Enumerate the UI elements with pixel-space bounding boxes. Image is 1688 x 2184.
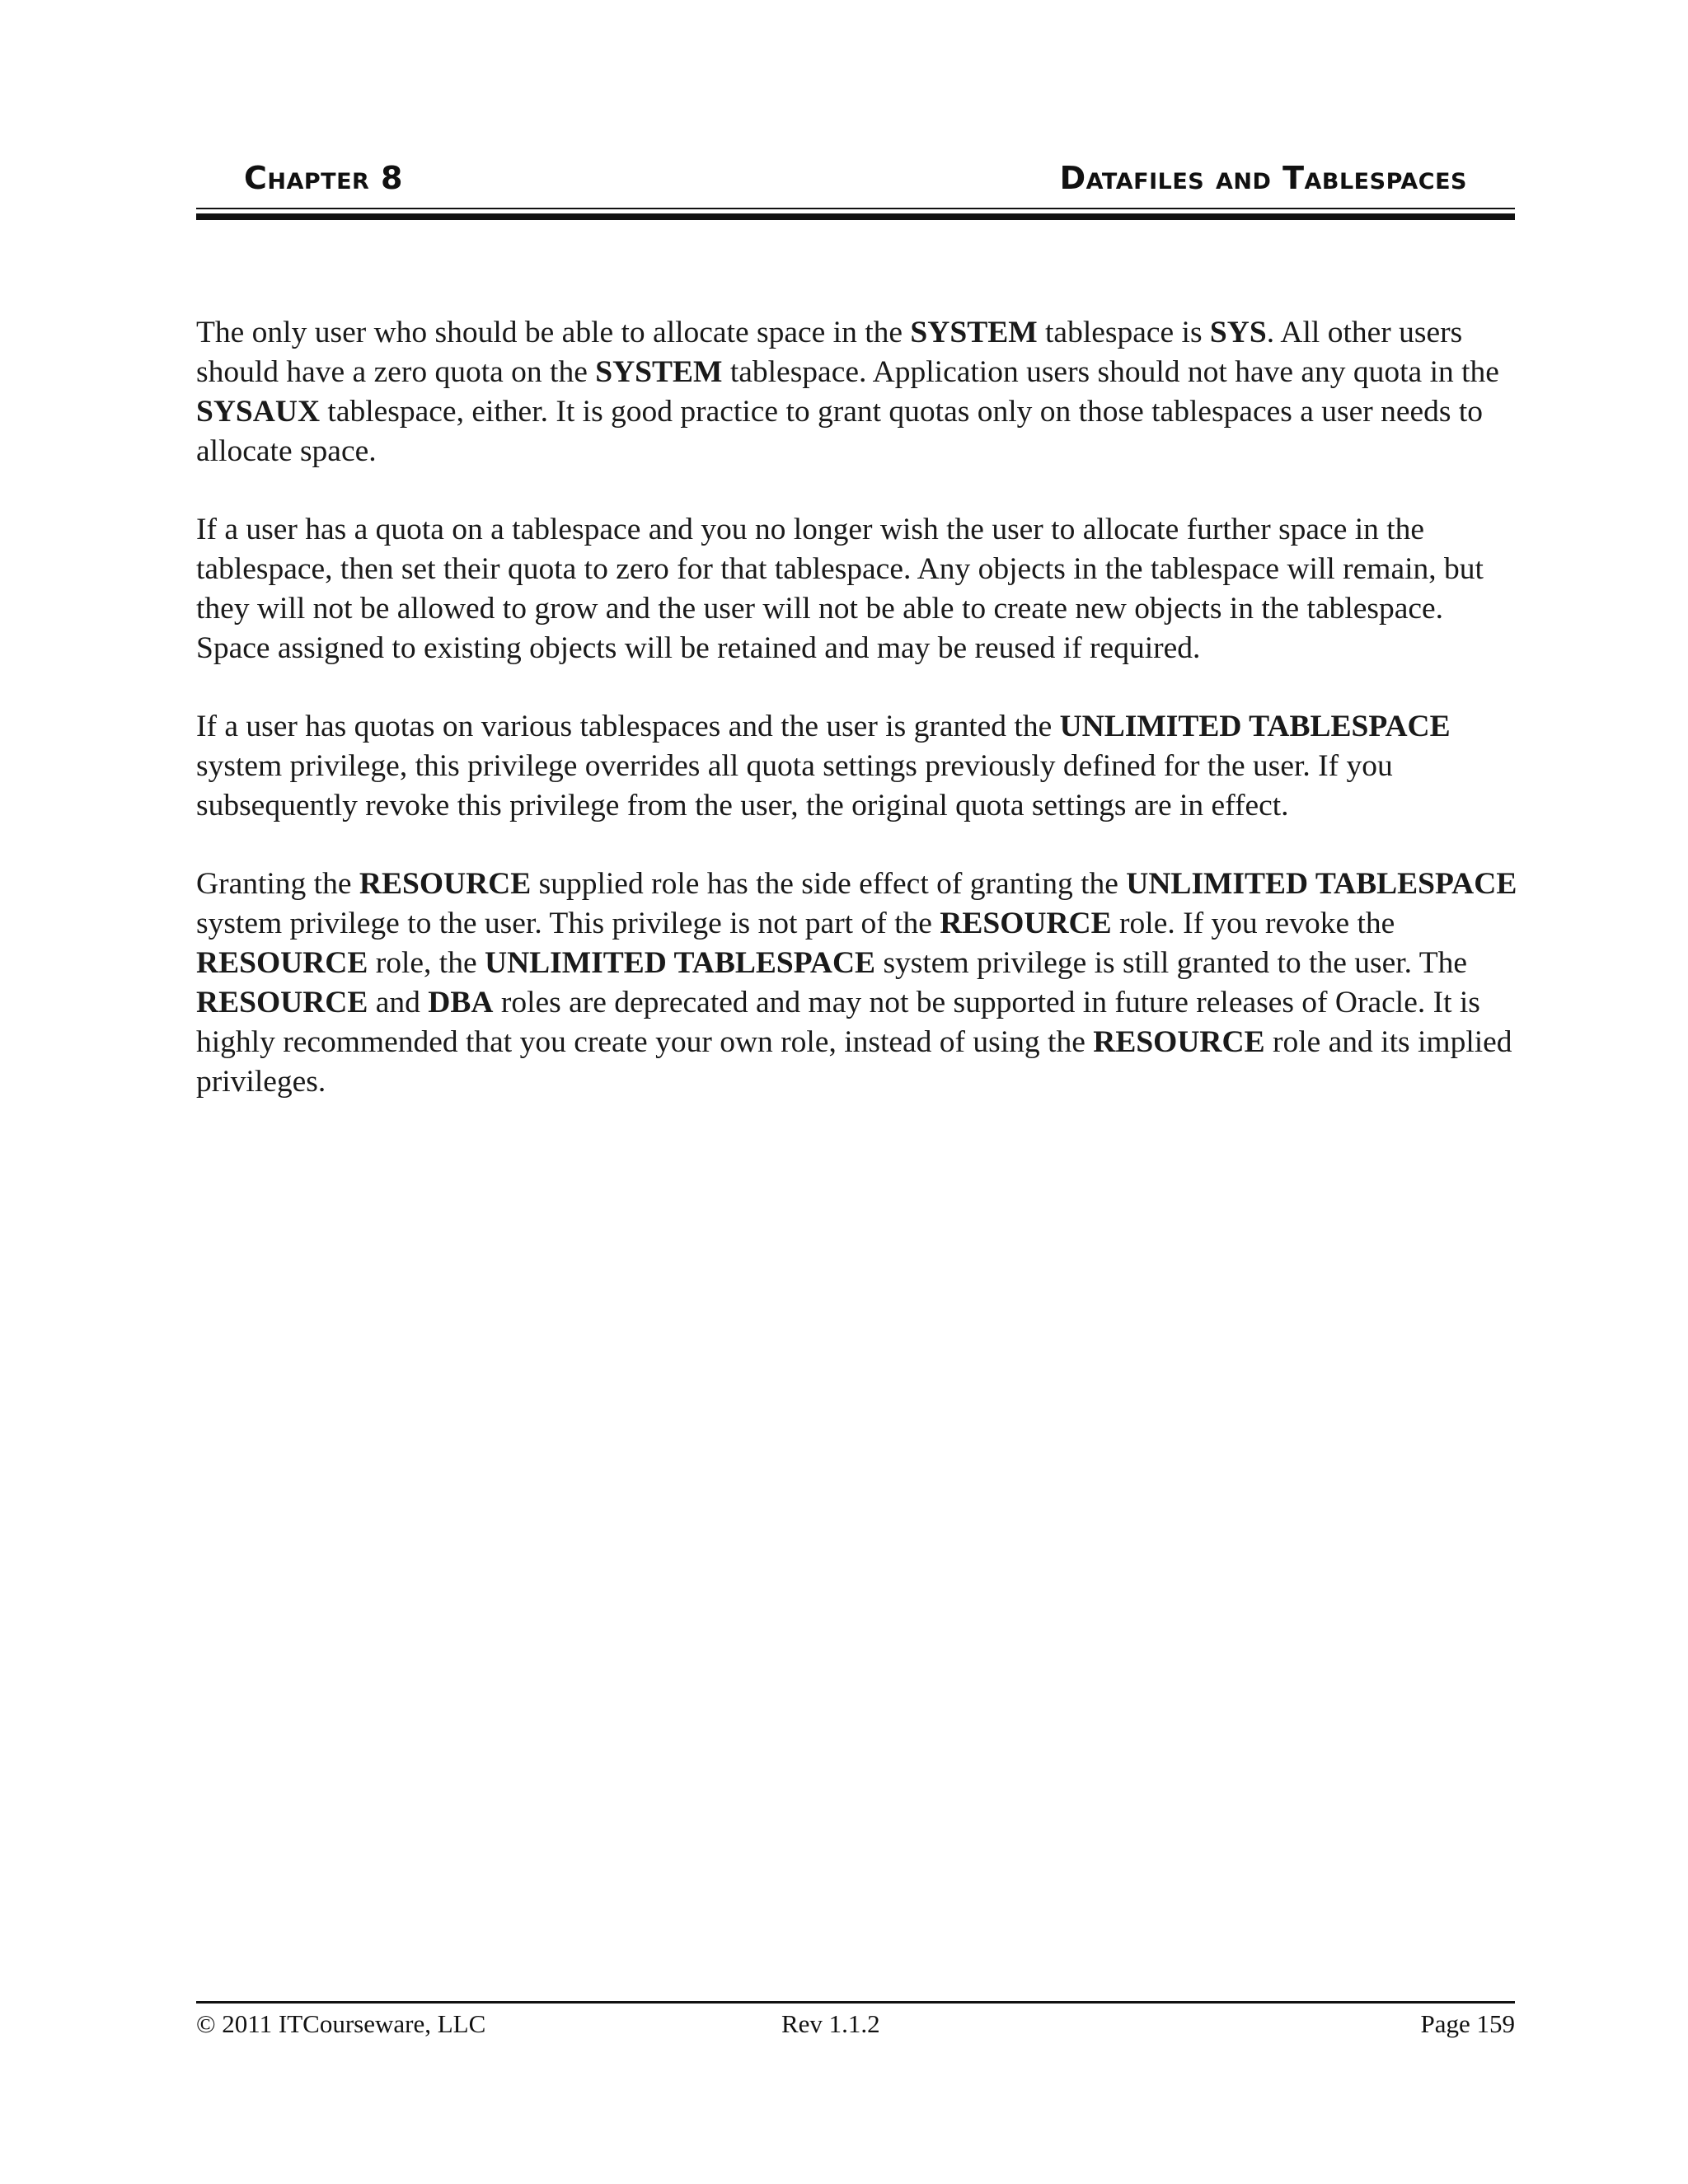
page-header bbox=[196, 160, 1515, 209]
paragraph-resource-role: Granting the RESOURCE supplied role has the side effect of granting the UNLIMITED TABLESPACE system privilege to the user. This privilege is not part of the RESOURCE role. If you revoke the RESOURCE role, the UNLIMITED TABLESPACE system privilege is still granted to the user. The RESOURCE and DBA roles are deprecated and may not be supported in future releases of Oracle. It is highly recommended that you create your own role, instead of using the RESOURCE role and its implied privileges. bbox=[196, 867, 1517, 1099]
keyword: UNLIMITED TABLESPACE bbox=[485, 946, 876, 980]
revision-text: Rev 1.1.2 bbox=[781, 2009, 880, 2038]
page-footer bbox=[196, 2006, 1515, 2042]
keyword: SYSTEM bbox=[910, 316, 1038, 349]
header-rule-thick bbox=[196, 213, 1515, 220]
keyword: SYSAUX bbox=[196, 395, 321, 429]
paragraph-zero-quota: If a user has a quota on a tablespace and you no longer wish the user to allocate further space in the tablespace, then set their quota to zero for that tablespace. Any objects in the tablespace will remain, but they will not be allowed to grow and the user will not be able to create new objects in the tablespace. Space assigned to existing objects will be retained and may be reused if required. bbox=[196, 513, 1484, 665]
keyword: RESOURCE bbox=[196, 986, 368, 1019]
keyword: RESOURCE bbox=[359, 867, 532, 901]
keyword: RESOURCE bbox=[1093, 1025, 1265, 1059]
copyright-text: © 2011 ITCourseware, LLC bbox=[196, 2009, 486, 2038]
keyword: RESOURCE bbox=[940, 907, 1112, 940]
keyword: SYSTEM bbox=[595, 355, 723, 389]
page-number: Page 159 bbox=[1420, 2009, 1515, 2038]
header-rule-thin bbox=[196, 208, 1515, 209]
body-content bbox=[196, 313, 1523, 1141]
keyword: SYS bbox=[1209, 316, 1267, 349]
chapter-label: Chapter 8 bbox=[244, 160, 403, 196]
keyword: UNLIMITED TABLESPACE bbox=[1059, 710, 1451, 743]
keyword: UNLIMITED TABLESPACE bbox=[1126, 867, 1517, 901]
chapter-title: Datafiles and Tablespaces bbox=[1059, 160, 1467, 196]
footer-rule bbox=[196, 2001, 1515, 2004]
keyword: RESOURCE bbox=[196, 946, 368, 980]
keyword: DBA bbox=[428, 986, 494, 1019]
paragraph-system-quota: The only user who should be able to allocate space in the SYSTEM tablespace is SYS. All other users should have a zero quota on the SYSTEM tablespace. Application users should not have any quota in the SYSAUX tablespace, either. It is good practice to grant quotas only on those tablespaces a user needs to allocate space. bbox=[196, 316, 1499, 468]
paragraph-unlimited-tablespace: If a user has quotas on various tablespaces and the user is granted the UNLIMITED TABLESPACE system privilege, this privilege overrides all quota settings previously defined for the user. If you subsequently revoke this privilege from the user, the original quota settings are in effect. bbox=[196, 710, 1451, 823]
